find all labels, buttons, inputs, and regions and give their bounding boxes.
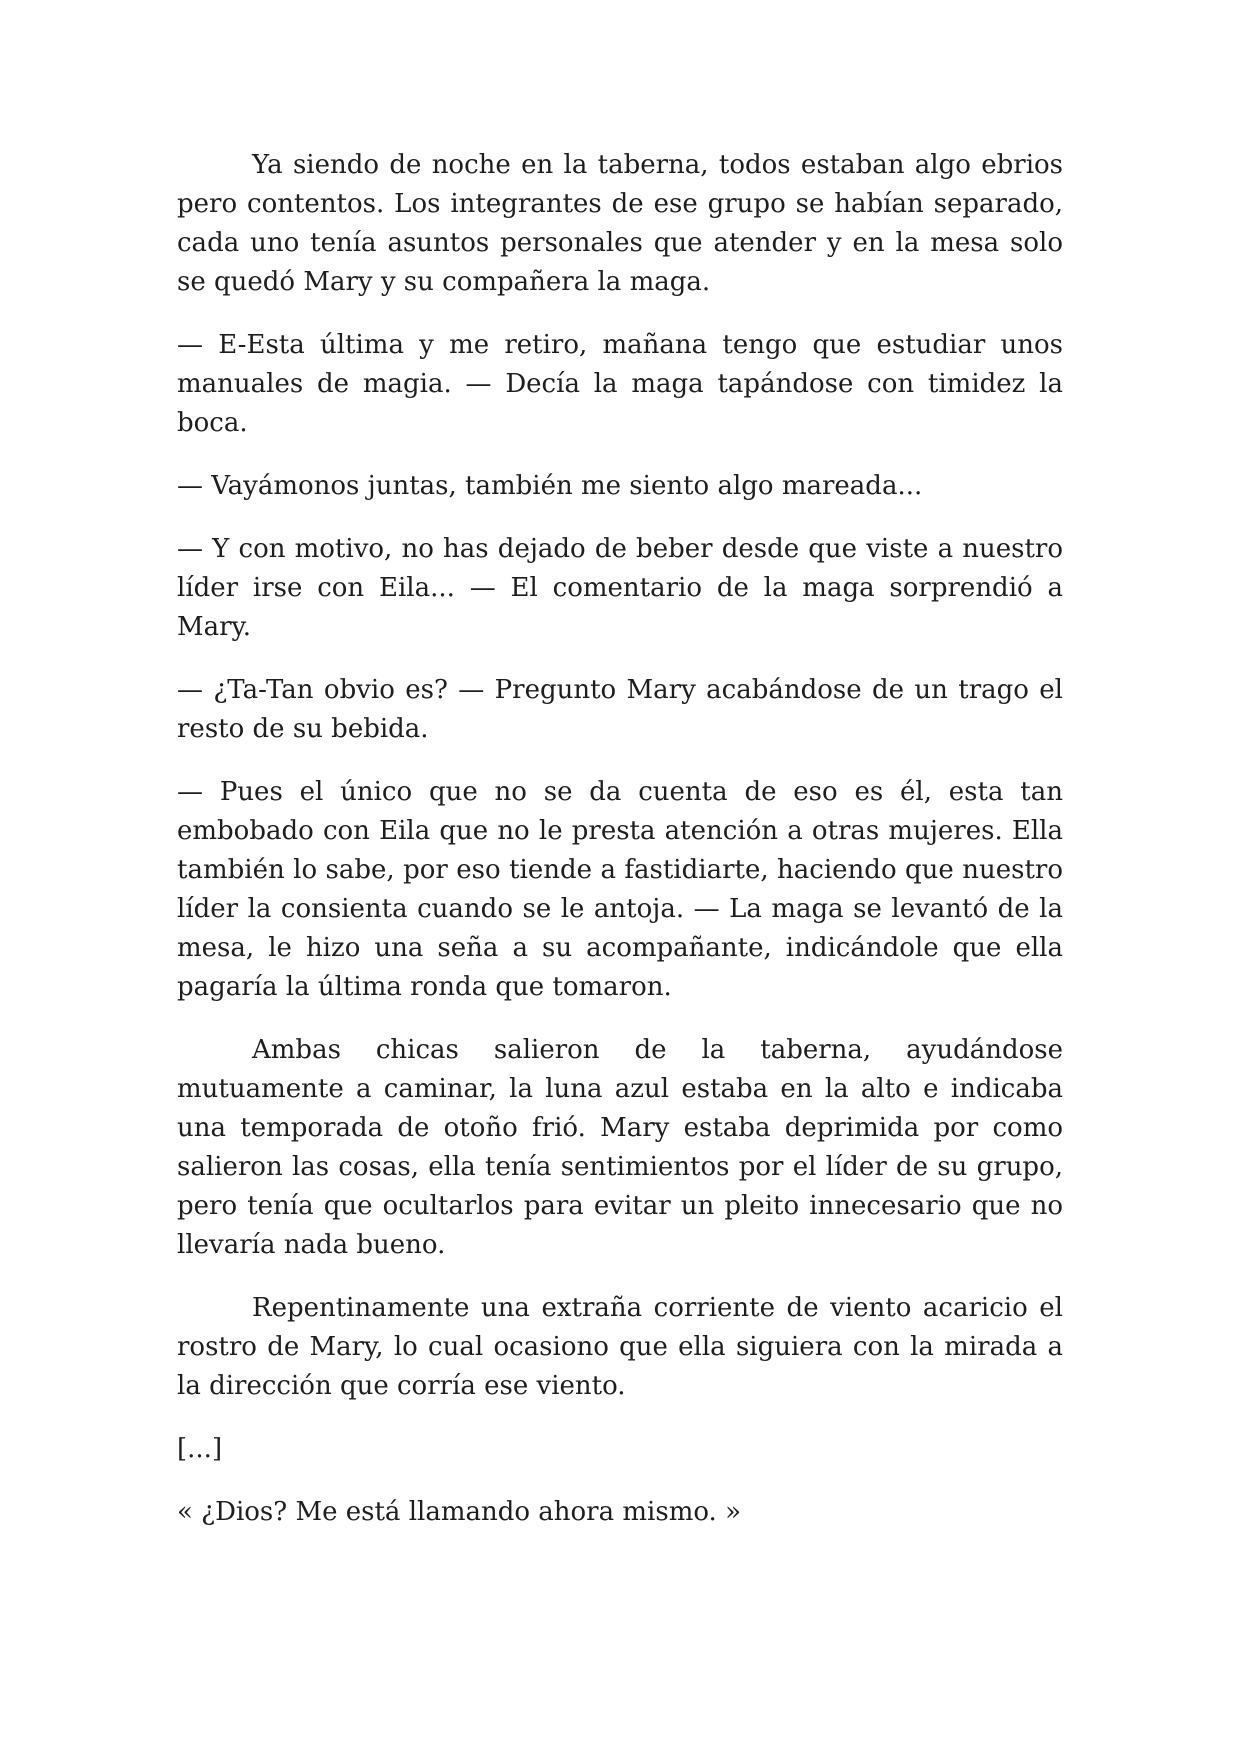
closing-quote: « ¿Dios? Me está llamando ahora mismo. »: [177, 1497, 741, 1527]
dialogue-paragraph: — ¿Ta-Tan obvio es? — Pregunto Mary acabándose de un trago el resto de su bebida.: [177, 675, 1063, 744]
paragraph: Repentinamente una extraña corriente de viento acaricio el rostro de Mary, lo cual ocasiono que ella siguiera con la mirada a la dirección que corría ese viento.: [177, 1293, 1063, 1401]
dialogue-paragraph: — E-Esta última y me retiro, mañana tengo que estudiar unos manuales de magia. — Decía la maga tapándose con timidez la boca.: [177, 330, 1063, 438]
dialogue-paragraph: — Vayámonos juntas, también me siento algo mareada...: [177, 471, 923, 501]
paragraph: Ambas chicas salieron de la taberna, ayudándose mutuamente a caminar, la luna azul estaba en la alto e indicaba una temporada de otoño frió. Mary estaba deprimida por como salieron las cosas, ella tenía sentimientos por el líder de su grupo, pero tenía que ocultarlos para evitar un pleito innecesario que no llevaría nada bueno.: [177, 1035, 1063, 1260]
ellipsis-marker: [...]: [177, 1434, 223, 1464]
dialogue-paragraph: — Pues el único que no se da cuenta de eso es él, esta tan embobado con Eila que no le presta atención a otras mujeres. Ella también lo sabe, por eso tiende a fastidiarte, haciendo que nuestro líder la consienta cuando se le antoja. — La maga se levantó de la mesa, le hizo una seña a su acompañante, indicándole que ella pagaría la última ronda que tomaron.: [177, 777, 1063, 1002]
dialogue-paragraph: — Y con motivo, no has dejado de beber desde que viste a nuestro líder irse con Eila... — El comentario de la maga sorprendió a Mary.: [177, 534, 1063, 642]
body-text: [177, 146, 1063, 1556]
paragraph: Ya siendo de noche en la taberna, todos estaban algo ebrios pero contentos. Los integrantes de ese grupo se habían separado, cada uno tenía asuntos personales que atender y en la mesa solo se quedó Mary y su compañera la maga.: [177, 150, 1063, 297]
